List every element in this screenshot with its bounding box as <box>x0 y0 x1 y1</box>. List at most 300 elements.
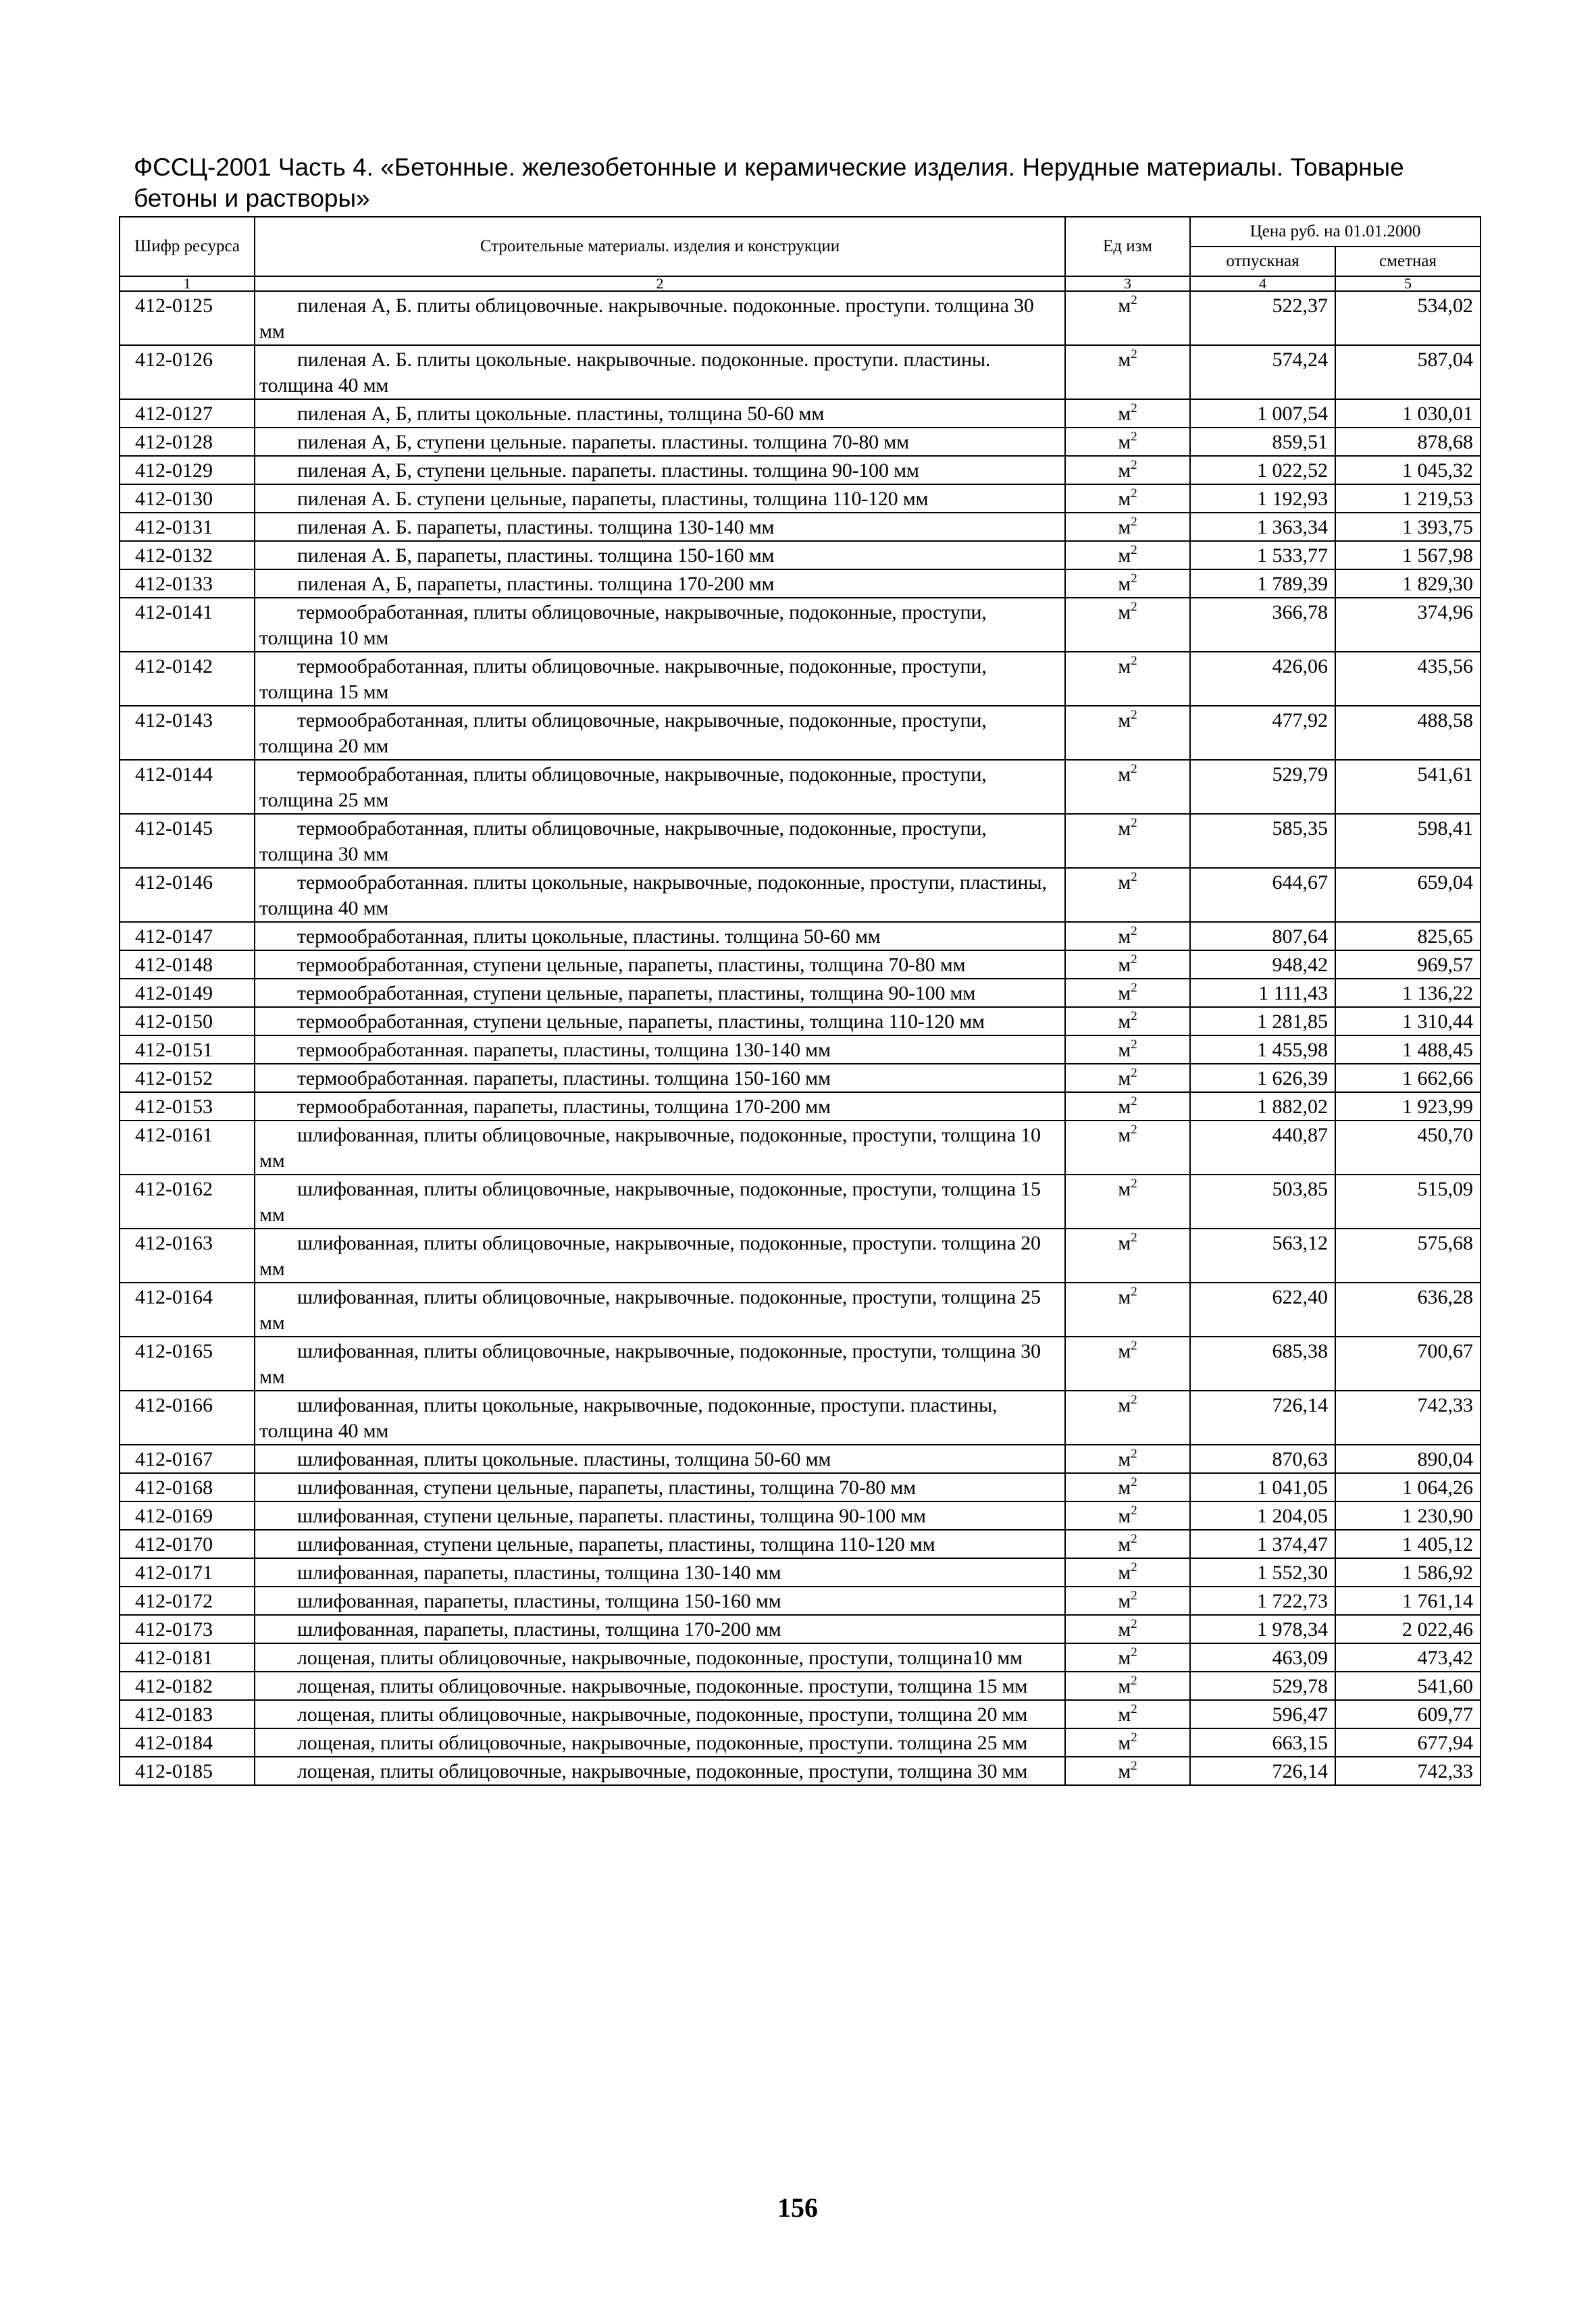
table-row <box>120 1035 1481 1064</box>
table-row <box>120 760 1481 814</box>
unit-label: м <box>1118 488 1131 510</box>
release-price: 585,35 <box>1190 814 1335 868</box>
release-price: 726,14 <box>1190 1391 1335 1445</box>
estimate-price: 636,28 <box>1335 1283 1481 1337</box>
material-description: шлифованная, плиты цокольные, накрывочные, подоконные, проступи. пластины, толщина 40 мм <box>255 1391 1065 1445</box>
unit-superscript: 2 <box>1131 1177 1137 1191</box>
resource-code: 412-0165 <box>120 1337 255 1391</box>
release-price: 1 533,77 <box>1190 541 1335 569</box>
table-row <box>120 1672 1481 1700</box>
estimate-price: 1 393,75 <box>1335 513 1481 541</box>
unit-label: м <box>1118 1533 1131 1555</box>
table-row <box>120 814 1481 868</box>
release-price: 1 789,39 <box>1190 569 1335 598</box>
material-description: пиленая А, Б, ступени цельные. парапеты. пластины. толщина 90-100 мм <box>255 456 1065 484</box>
unit-superscript: 2 <box>1131 870 1137 884</box>
material-description: шлифованная, плиты облицовочные, накрывочные, подоконные, проступи, толщина 30 мм <box>255 1337 1065 1391</box>
resource-code: 412-0131 <box>120 513 255 541</box>
table-row <box>120 1728 1481 1757</box>
unit-superscript: 2 <box>1131 571 1137 586</box>
unit-cell <box>1065 922 1190 950</box>
material-description: термообработанная, плиты облицовочные, накрывочные, подоконные, проступи, толщина 10 мм <box>255 598 1065 652</box>
resource-code: 412-0143 <box>120 706 255 760</box>
unit-label: м <box>1118 1178 1131 1200</box>
estimate-price: 541,61 <box>1335 760 1481 814</box>
release-price: 1 111,43 <box>1190 979 1335 1007</box>
unit-label: м <box>1118 763 1131 786</box>
resource-code: 412-0172 <box>120 1587 255 1615</box>
column-number: 4 <box>1190 276 1335 291</box>
unit-label: м <box>1118 1562 1131 1584</box>
resource-code: 412-0141 <box>120 598 255 652</box>
estimate-price: 473,42 <box>1335 1643 1481 1672</box>
resource-code: 412-0153 <box>120 1092 255 1121</box>
unit-cell <box>1065 1007 1190 1035</box>
material-description: лощеная, плиты облицовочные, накрывочные, подоконные, проступи, толщина10 мм <box>255 1643 1065 1672</box>
unit-label: м <box>1118 1096 1131 1118</box>
unit-superscript: 2 <box>1131 1339 1137 1353</box>
table-row <box>120 1501 1481 1530</box>
resource-code: 412-0162 <box>120 1175 255 1229</box>
unit-label: м <box>1118 431 1131 453</box>
table-row <box>120 1587 1481 1615</box>
unit-cell <box>1065 428 1190 456</box>
unit-superscript: 2 <box>1131 762 1137 776</box>
unit-label: м <box>1118 294 1131 317</box>
resource-code: 412-0181 <box>120 1643 255 1672</box>
resource-code: 412-0170 <box>120 1530 255 1558</box>
unit-superscript: 2 <box>1131 458 1137 472</box>
estimate-price: 878,68 <box>1335 428 1481 456</box>
resource-code: 412-0144 <box>120 760 255 814</box>
unit-superscript: 2 <box>1131 486 1137 500</box>
unit-label: м <box>1118 1732 1131 1754</box>
unit-cell <box>1065 1092 1190 1121</box>
table-body <box>120 291 1481 1785</box>
unit-superscript: 2 <box>1131 1645 1137 1660</box>
table-row <box>120 1445 1481 1473</box>
material-description: термообработанная, плиты облицовочные, накрывочные, подоконные, проступи, толщина 20 мм <box>255 706 1065 760</box>
unit-superscript: 2 <box>1131 1702 1137 1716</box>
resource-code: 412-0145 <box>120 814 255 868</box>
material-description: термообработанная. парапеты, пластины. толщина 150-160 мм <box>255 1064 1065 1092</box>
unit-label: м <box>1118 1010 1131 1033</box>
material-description: пиленая А, Б, плиты цокольные. пластины, толщина 50-60 мм <box>255 399 1065 428</box>
unit-label: м <box>1118 1647 1131 1669</box>
unit-cell <box>1065 484 1190 513</box>
release-price: 870,63 <box>1190 1445 1335 1473</box>
table-row <box>120 1175 1481 1229</box>
unit-superscript: 2 <box>1131 600 1137 614</box>
unit-superscript: 2 <box>1131 1674 1137 1688</box>
estimate-price: 1 310,44 <box>1335 1007 1481 1035</box>
release-price: 1 007,54 <box>1190 399 1335 428</box>
column-number: 5 <box>1335 276 1481 291</box>
unit-cell <box>1065 1391 1190 1445</box>
resource-code: 412-0146 <box>120 868 255 922</box>
unit-superscript: 2 <box>1131 1037 1137 1052</box>
table-row <box>120 569 1481 598</box>
material-description: термообработанная. плиты цокольные, накрывочные, подоконные, проступи, пластины, толщина 40 мм <box>255 868 1065 922</box>
unit-cell <box>1065 950 1190 979</box>
release-price: 1 041,05 <box>1190 1473 1335 1501</box>
header-unit: Ед изм <box>1065 217 1190 276</box>
resource-code: 412-0163 <box>120 1229 255 1283</box>
unit-cell <box>1065 345 1190 399</box>
estimate-price: 598,41 <box>1335 814 1481 868</box>
resource-code: 412-0184 <box>120 1728 255 1757</box>
unit-superscript: 2 <box>1131 1617 1137 1631</box>
resource-code: 412-0182 <box>120 1672 255 1700</box>
unit-cell <box>1065 868 1190 922</box>
unit-label: м <box>1118 601 1131 623</box>
material-description: термообработанная, плиты цокольные, пластины. толщина 50-60 мм <box>255 922 1065 950</box>
unit-cell <box>1065 456 1190 484</box>
estimate-price: 700,67 <box>1335 1337 1481 1391</box>
release-price: 522,37 <box>1190 291 1335 345</box>
unit-superscript: 2 <box>1131 543 1137 557</box>
estimate-price: 1 030,01 <box>1335 399 1481 428</box>
unit-superscript: 2 <box>1131 1730 1137 1745</box>
estimate-price: 742,33 <box>1335 1757 1481 1785</box>
table-row <box>120 291 1481 345</box>
unit-superscript: 2 <box>1131 1447 1137 1461</box>
resource-code: 412-0166 <box>120 1391 255 1445</box>
unit-superscript: 2 <box>1131 924 1137 938</box>
material-description: шлифованная, ступени цельные, парапеты, пластины, толщина 70-80 мм <box>255 1473 1065 1501</box>
estimate-price: 534,02 <box>1335 291 1481 345</box>
column-number: 1 <box>120 276 255 291</box>
table-row <box>120 979 1481 1007</box>
material-description: лощеная, плиты облицовочные, накрывочные, подоконные, проступи. толщина 25 мм <box>255 1728 1065 1757</box>
estimate-price: 1 230,90 <box>1335 1501 1481 1530</box>
resource-code: 412-0132 <box>120 541 255 569</box>
material-description: шлифованная, плиты облицовочные, накрывочные, подоконные, проступи. толщина 20 мм <box>255 1229 1065 1283</box>
unit-cell <box>1065 1035 1190 1064</box>
unit-cell <box>1065 1064 1190 1092</box>
unit-cell <box>1065 1121 1190 1175</box>
unit-label: м <box>1118 817 1131 840</box>
material-description: пиленая А. Б. парапеты, пластины. толщина 130-140 мм <box>255 513 1065 541</box>
unit-superscript: 2 <box>1131 1759 1137 1773</box>
unit-superscript: 2 <box>1131 293 1137 307</box>
release-price: 807,64 <box>1190 922 1335 950</box>
unit-cell <box>1065 291 1190 345</box>
resource-code: 412-0127 <box>120 399 255 428</box>
release-price: 644,67 <box>1190 868 1335 922</box>
unit-superscript: 2 <box>1131 952 1137 967</box>
table-row <box>120 1283 1481 1337</box>
unit-cell <box>1065 1558 1190 1587</box>
table-row <box>120 484 1481 513</box>
release-price: 1 552,30 <box>1190 1558 1335 1587</box>
unit-cell <box>1065 1643 1190 1672</box>
material-description: шлифованная, парапеты, пластины, толщина 150-160 мм <box>255 1587 1065 1615</box>
estimate-price: 587,04 <box>1335 345 1481 399</box>
resource-code: 412-0126 <box>120 345 255 399</box>
estimate-price: 969,57 <box>1335 950 1481 979</box>
table-row <box>120 1337 1481 1391</box>
release-price: 1 204,05 <box>1190 1501 1335 1530</box>
header-release-price: отпускная <box>1190 247 1335 276</box>
unit-superscript: 2 <box>1131 347 1137 361</box>
document-title: ФССЦ-2001 Часть 4. «Бетонные. железобетонные и керамические изделия. Нерудные материалы. Товарные бетоны и растворы» <box>134 153 1404 212</box>
table-row <box>120 1643 1481 1672</box>
material-description: шлифованная, ступени цельные, парапеты, пластины, толщина 110-120 мм <box>255 1530 1065 1558</box>
release-price: 685,38 <box>1190 1337 1335 1391</box>
unit-superscript: 2 <box>1131 981 1137 995</box>
resource-code: 412-0161 <box>120 1121 255 1175</box>
unit-superscript: 2 <box>1131 1123 1137 1137</box>
unit-label: м <box>1118 954 1131 976</box>
unit-cell <box>1065 569 1190 598</box>
unit-superscript: 2 <box>1131 1231 1137 1245</box>
material-description: пиленая А. Б. плиты цокольные. накрывочные. подоконные. проступи. пластины. толщина 40 мм <box>255 345 1065 399</box>
estimate-price: 1 923,99 <box>1335 1092 1481 1121</box>
unit-superscript: 2 <box>1131 816 1137 830</box>
table-row <box>120 1092 1481 1121</box>
resource-code: 412-0148 <box>120 950 255 979</box>
resource-code: 412-0130 <box>120 484 255 513</box>
table-row <box>120 1700 1481 1728</box>
release-price: 663,15 <box>1190 1728 1335 1757</box>
release-price: 726,14 <box>1190 1757 1335 1785</box>
release-price: 1 626,39 <box>1190 1064 1335 1092</box>
table-row <box>120 1064 1481 1092</box>
estimate-price: 450,70 <box>1335 1121 1481 1175</box>
resource-code: 412-0133 <box>120 569 255 598</box>
material-description: шлифованная, плиты облицовочные, накрывочные, подоконные, проступи, толщина 15 мм <box>255 1175 1065 1229</box>
unit-label: м <box>1118 403 1131 425</box>
unit-label: м <box>1118 1590 1131 1612</box>
unit-cell <box>1065 652 1190 706</box>
unit-superscript: 2 <box>1131 401 1137 415</box>
unit-label: м <box>1118 573 1131 595</box>
estimate-price: 2 022,46 <box>1335 1615 1481 1643</box>
estimate-price: 890,04 <box>1335 1445 1481 1473</box>
estimate-price: 1 567,98 <box>1335 541 1481 569</box>
estimate-price: 659,04 <box>1335 868 1481 922</box>
release-price: 622,40 <box>1190 1283 1335 1337</box>
unit-superscript: 2 <box>1131 708 1137 722</box>
unit-label: м <box>1118 1505 1131 1527</box>
material-description: пиленая А, Б. плиты облицовочные. накрывочные. подоконные. проступи. толщина 30 мм <box>255 291 1065 345</box>
unit-cell <box>1065 513 1190 541</box>
unit-label: м <box>1118 1286 1131 1308</box>
unit-label: м <box>1118 1703 1131 1726</box>
table-row <box>120 428 1481 456</box>
estimate-price: 575,68 <box>1335 1229 1481 1283</box>
unit-cell <box>1065 541 1190 569</box>
release-price: 440,87 <box>1190 1121 1335 1175</box>
unit-label: м <box>1118 1232 1131 1254</box>
material-description: термообработанная, плиты облицовочные, накрывочные, подоконные, проступи, толщина 25 мм <box>255 760 1065 814</box>
unit-cell <box>1065 1337 1190 1391</box>
material-description: шлифованная, парапеты, пластины, толщина 130-140 мм <box>255 1558 1065 1587</box>
unit-cell <box>1065 1672 1190 1700</box>
unit-cell <box>1065 1501 1190 1530</box>
table-row <box>120 456 1481 484</box>
estimate-price: 1 829,30 <box>1335 569 1481 598</box>
resource-code: 412-0149 <box>120 979 255 1007</box>
table-row <box>120 1530 1481 1558</box>
unit-label: м <box>1118 1340 1131 1362</box>
estimate-price: 1 662,66 <box>1335 1064 1481 1092</box>
material-description: термообработанная, плиты облицовочные. накрывочные, подоконные, проступи, толщина 15 мм <box>255 652 1065 706</box>
table-row <box>120 345 1481 399</box>
resource-code: 412-0150 <box>120 1007 255 1035</box>
table-row <box>120 541 1481 569</box>
unit-superscript: 2 <box>1131 1560 1137 1574</box>
estimate-price: 1 219,53 <box>1335 484 1481 513</box>
estimate-price: 488,58 <box>1335 706 1481 760</box>
resource-code: 412-0151 <box>120 1035 255 1064</box>
unit-cell <box>1065 1530 1190 1558</box>
unit-cell <box>1065 1445 1190 1473</box>
material-description: шлифованная, плиты облицовочные, накрывочные, подоконные, проступи, толщина 10 мм <box>255 1121 1065 1175</box>
unit-label: м <box>1118 655 1131 677</box>
resource-code: 412-0169 <box>120 1501 255 1530</box>
unit-superscript: 2 <box>1131 1589 1137 1603</box>
unit-superscript: 2 <box>1131 1009 1137 1023</box>
unit-cell <box>1065 760 1190 814</box>
resource-code: 412-0152 <box>120 1064 255 1092</box>
header-estimate-price: сметная <box>1335 247 1481 276</box>
estimate-price: 609,77 <box>1335 1700 1481 1728</box>
estimate-price: 515,09 <box>1335 1175 1481 1229</box>
table-row <box>120 1229 1481 1283</box>
material-description: термообработанная, ступени цельные, парапеты, пластины, толщина 90-100 мм <box>255 979 1065 1007</box>
table-row <box>120 706 1481 760</box>
price-table <box>119 216 1481 1786</box>
material-description: лощеная, плиты облицовочные. накрывочные, подоконные. проступи, толщина 15 мм <box>255 1672 1065 1700</box>
release-price: 1 978,34 <box>1190 1615 1335 1643</box>
release-price: 1 192,93 <box>1190 484 1335 513</box>
unit-cell <box>1065 1728 1190 1757</box>
unit-cell <box>1065 1700 1190 1728</box>
unit-label: м <box>1118 1039 1131 1061</box>
release-price: 477,92 <box>1190 706 1335 760</box>
table-row <box>120 1757 1481 1785</box>
material-description: термообработанная. парапеты, пластины, толщина 130-140 мм <box>255 1035 1065 1064</box>
unit-cell <box>1065 1229 1190 1283</box>
unit-superscript: 2 <box>1131 1532 1137 1546</box>
release-price: 948,42 <box>1190 950 1335 979</box>
estimate-price: 435,56 <box>1335 652 1481 706</box>
estimate-price: 825,65 <box>1335 922 1481 950</box>
resource-code: 412-0168 <box>120 1473 255 1501</box>
header-name: Строительные материалы. изделия и конструкции <box>255 217 1065 276</box>
unit-superscript: 2 <box>1131 1285 1137 1299</box>
header-code: Шифр ресурса <box>120 217 255 276</box>
material-description: шлифованная, ступени цельные, парапеты. пластины, толщина 90-100 мм <box>255 1501 1065 1530</box>
resource-code: 412-0173 <box>120 1615 255 1643</box>
column-number: 2 <box>255 276 1065 291</box>
resource-code: 412-0164 <box>120 1283 255 1337</box>
unit-cell <box>1065 1473 1190 1501</box>
unit-cell <box>1065 1615 1190 1643</box>
table-row <box>120 922 1481 950</box>
estimate-price: 374,96 <box>1335 598 1481 652</box>
unit-label: м <box>1118 459 1131 482</box>
unit-label: м <box>1118 871 1131 894</box>
release-price: 1 022,52 <box>1190 456 1335 484</box>
material-description: термообработанная, парапеты, пластины, толщина 170-200 мм <box>255 1092 1065 1121</box>
release-price: 1 374,47 <box>1190 1530 1335 1558</box>
material-description: пиленая А. Б, парапеты, пластины. толщина 150-160 мм <box>255 541 1065 569</box>
release-price: 426,06 <box>1190 652 1335 706</box>
material-description: шлифованная, плиты облицовочные, накрывочные. подоконные, проступи, толщина 25 мм <box>255 1283 1065 1337</box>
estimate-price: 1 045,32 <box>1335 456 1481 484</box>
unit-cell <box>1065 814 1190 868</box>
estimate-price: 677,94 <box>1335 1728 1481 1757</box>
unit-superscript: 2 <box>1131 654 1137 668</box>
resource-code: 412-0142 <box>120 652 255 706</box>
table-row <box>120 1121 1481 1175</box>
release-price: 1 455,98 <box>1190 1035 1335 1064</box>
unit-superscript: 2 <box>1131 1475 1137 1489</box>
resource-code: 412-0129 <box>120 456 255 484</box>
unit-cell <box>1065 1757 1190 1785</box>
estimate-price: 1 488,45 <box>1335 1035 1481 1064</box>
column-number: 3 <box>1065 276 1190 291</box>
resource-code: 412-0185 <box>120 1757 255 1785</box>
release-price: 1 722,73 <box>1190 1587 1335 1615</box>
unit-label: м <box>1118 349 1131 371</box>
resource-code: 412-0128 <box>120 428 255 456</box>
material-description: пиленая А. Б. ступени цельные, парапеты, пластины, толщина 110-120 мм <box>255 484 1065 513</box>
estimate-price: 1 136,22 <box>1335 979 1481 1007</box>
release-price: 574,24 <box>1190 345 1335 399</box>
unit-label: м <box>1118 544 1131 567</box>
unit-cell <box>1065 1283 1190 1337</box>
material-description: термообработанная, ступени цельные, парапеты, пластины, толщина 70-80 мм <box>255 950 1065 979</box>
material-description: пиленая А, Б, ступени цельные. парапеты. пластины. толщина 70-80 мм <box>255 428 1065 456</box>
material-description: шлифованная, парапеты, пластины, толщина 170-200 мм <box>255 1615 1065 1643</box>
unit-superscript: 2 <box>1131 430 1137 444</box>
unit-superscript: 2 <box>1131 1094 1137 1108</box>
material-description: термообработанная, ступени цельные, парапеты, пластины, толщина 110-120 мм <box>255 1007 1065 1035</box>
unit-label: м <box>1118 1618 1131 1641</box>
unit-label: м <box>1118 925 1131 948</box>
unit-superscript: 2 <box>1131 1393 1137 1407</box>
unit-label: м <box>1118 516 1131 538</box>
resource-code: 412-0183 <box>120 1700 255 1728</box>
release-price: 503,85 <box>1190 1175 1335 1229</box>
release-price: 1 882,02 <box>1190 1092 1335 1121</box>
unit-superscript: 2 <box>1131 515 1137 529</box>
table-row <box>120 1007 1481 1035</box>
unit-label: м <box>1118 1067 1131 1089</box>
table-row <box>120 1391 1481 1445</box>
release-price: 463,09 <box>1190 1643 1335 1672</box>
material-description: лощеная, плиты облицовочные, накрывочные, подоконные, проступи, толщина 30 мм <box>255 1757 1065 1785</box>
unit-cell <box>1065 1175 1190 1229</box>
header-price: Цена руб. на 01.01.2000 <box>1190 217 1481 247</box>
unit-label: м <box>1118 1675 1131 1697</box>
table-row <box>120 1558 1481 1587</box>
table-row <box>120 868 1481 922</box>
release-price: 529,78 <box>1190 1672 1335 1700</box>
table-row <box>120 598 1481 652</box>
release-price: 366,78 <box>1190 598 1335 652</box>
unit-superscript: 2 <box>1131 1066 1137 1080</box>
unit-cell <box>1065 1587 1190 1615</box>
release-price: 1 281,85 <box>1190 1007 1335 1035</box>
material-description: лощеная, плиты облицовочные, накрывочные, подоконные, проступи, толщина 20 мм <box>255 1700 1065 1728</box>
release-price: 529,79 <box>1190 760 1335 814</box>
unit-label: м <box>1118 1476 1131 1499</box>
